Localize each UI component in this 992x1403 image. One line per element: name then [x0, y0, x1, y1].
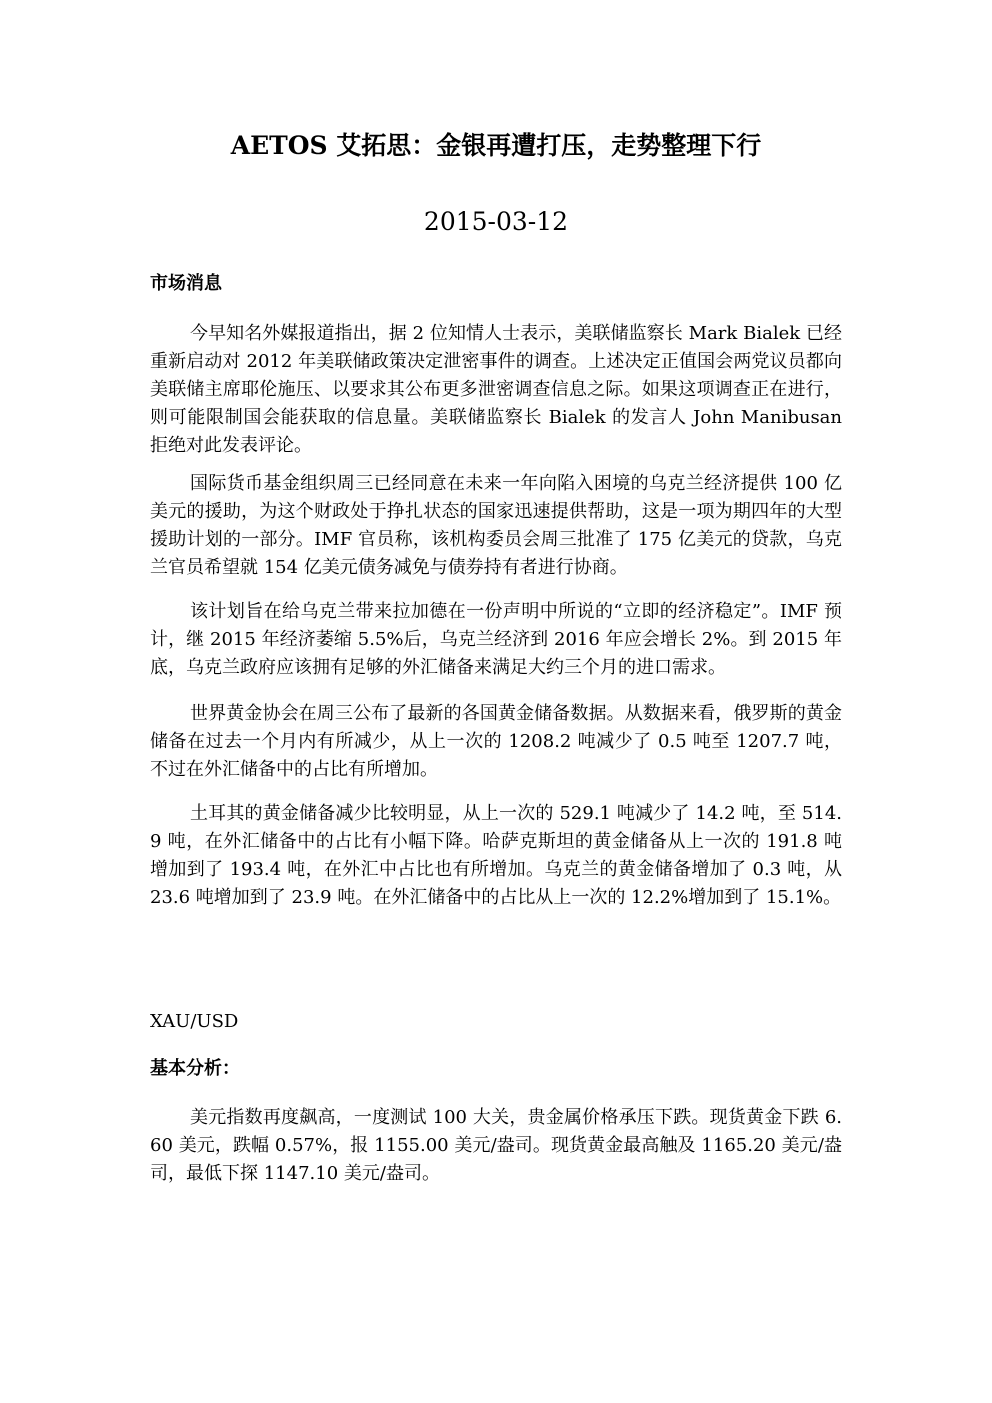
document-date: 2015-03-12: [423, 207, 569, 236]
paragraph-market-1: 今早知名外媒报道指出，据 2 位知情人士表示，美联储监察长 Mark Bialek 已经重新启动对 2012 年美联储政策决定泄密事件的调查。上述决定正值国会两党议员都向美联储主席耶伦施压、以要求其公布更多泄密调查信息之际。如果这项调查正在进行，则可能限制国会能获取的信息量。美联储监察长 Bialek 的发言人 John Manibusan 拒绝对此发表评论。: [150, 323, 842, 456]
paragraph-market-4: 世界黄金协会在周三公布了最新的各国黄金储备数据。从数据来看，俄罗斯的黄金储备在过去一个月内有所减少，从上一次的 1208.2 吨减少了 0.5 吨至 1207.7 吨，不过在外汇储备中的占比有所增加。: [150, 703, 842, 780]
instrument-label: XAU/USD: [150, 1011, 239, 1032]
paragraph-market-5: 土耳其的黄金储备减少比较明显，从上一次的 529.1 吨减少了 14.2 吨，至 514.9 吨，在外汇储备中的占比有小幅下降。哈萨克斯坦的黄金储备从上一次的 191.8 吨增加到了 193.4 吨，在外汇中占比也有所增加。乌克兰的黄金储备增加了 0.3 吨，从 23.6 吨增加到了 23.9 吨。在外汇储备中的占比从上一次的 12.2%增加到了 15.1%。: [150, 803, 842, 908]
section-heading-fundamental-analysis: 基本分析：: [150, 1058, 240, 1079]
paragraph-analysis-1: 美元指数再度飙高，一度测试 100 大关，贵金属价格承压下跌。现货黄金下跌 6.60 美元，跌幅 0.57%，报 1155.00 美元/盎司。现货黄金最高触及 1165.20 美元/盎司，最低下探 1147.10 美元/盎司。: [150, 1107, 842, 1184]
paragraph-market-2: 国际货币基金组织周三已经同意在未来一年向陷入困境的乌克兰经济提供 100 亿美元的援助，为这个财政处于挣扎状态的国家迅速提供帮助，这是一项为期四年的大型援助计划的一部分。IMF 官员称，该机构委员会周三批准了 175 亿美元的贷款，乌克兰官员希望就 154 亿美元债务减免与债券持有者进行协商。: [150, 473, 842, 578]
section-heading-market-news: 市场消息: [150, 273, 222, 294]
document-title: AETOS 艾拓思：金银再遭打压，走势整理下行: [230, 131, 762, 160]
paragraph-market-3: 该计划旨在给乌克兰带来拉加德在一份声明中所说的“立即的经济稳定”。IMF 预计，继 2015 年经济萎缩 5.5%后，乌克兰经济到 2016 年应会增长 2%。到 2015 年底，乌克兰政府应该拥有足够的外汇储备来满足大约三个月的进口需求。: [150, 601, 842, 678]
